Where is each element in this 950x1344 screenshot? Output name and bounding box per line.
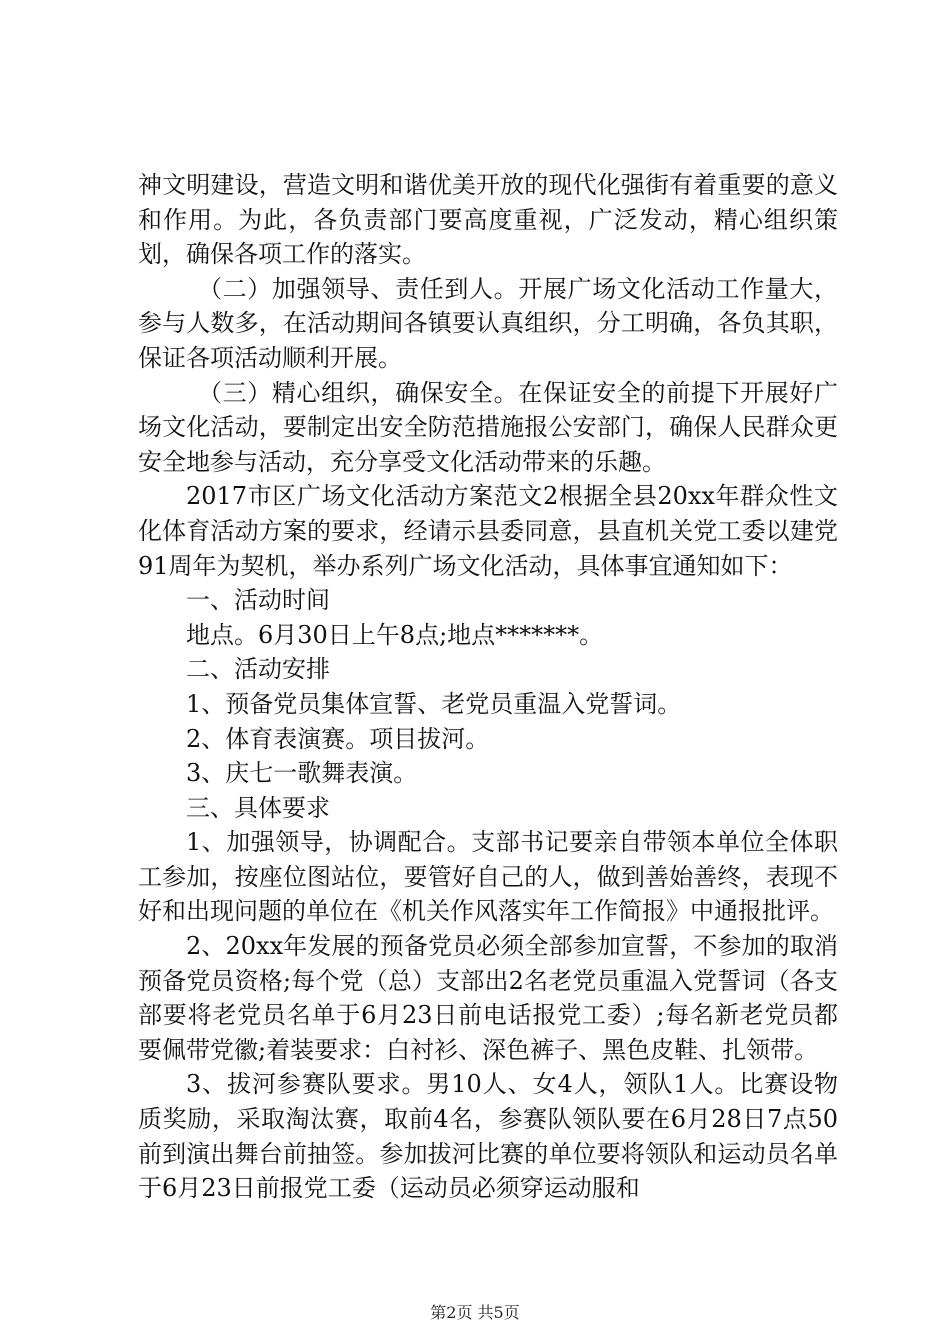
list-item: 1、预备党员集体宣誓、老党员重温入党誓词。 <box>186 689 682 718</box>
heading-activity-arrangement: 二、活动安排 <box>186 655 330 684</box>
paragraph-requirement-three: 3、拔河参赛队要求。男10人、女4人，领队1人。比赛设物质奖励，采取淘汰赛，取前4名，参赛队领队要在6月28日7点50前到演出舞台前抽签。参加拔河比赛的单位要将领队和运动员名单于6月23日前报党工委（运动员必须穿运动服和 <box>138 1070 838 1203</box>
line-location: 地点。6月30日上午8点;地点*******。 <box>186 620 604 649</box>
heading-specific-requirements: 三、具体要求 <box>186 793 330 822</box>
paragraph-continuation: 神文明建设，营造文明和谐优美开放的现代化强街有着重要的意义和作用。为此，各负责部门要高度重视，广泛发动，精心组织策划，确保各项工作的落实。 <box>138 171 838 269</box>
paragraph-requirement-one: 1、加强领导，协调配合。支部书记要亲自带领本单位全体职工参加，按座位图站位，要管好自己的人，做到善始善终，表现不好和出现问题的单位在《机关作风落实年工作简报》中通报批评。 <box>138 828 838 926</box>
list-item: 2、体育表演赛。项目拔河。 <box>186 724 490 753</box>
paragraph-requirement-two: 2、20xx年发展的预备党员必须全部参加宣誓，不参加的取消预备党员资格;每个党（总）支部出2名老党员重温入党誓词（各支部要将老党员名单于6月23日前电话报党工委）;每名新老党员都要佩带党徽;着装要求：白衬衫、深色裤子、黑色皮鞋、扎领带。 <box>138 932 838 1064</box>
page-number-footer: 第2页 共5页 <box>430 1303 520 1322</box>
paragraph-intro: 2017市区广场文化活动方案范文2根据全县20xx年群众性文化体育活动方案的要求，经请示县委同意，县直机关党工委以建党91周年为契机，举办系列广场文化活动，具体事宜通知如下： <box>138 482 838 580</box>
paragraph-section-two: （二）加强领导、责任到人。开展广场文化活动工作量大，参与人数多，在活动期间各镇要认真组织，分工明确，各负其职，保证各项活动顺利开展。 <box>138 274 838 372</box>
document-body <box>138 168 838 1206</box>
paragraph-section-three: （三）精心组织，确保安全。在保证安全的前提下开展好广场文化活动，要制定出安全防范措施报公安部门，确保人民群众更安全地参与活动，充分享受文化活动带来的乐趣。 <box>138 378 838 476</box>
heading-activity-time: 一、活动时间 <box>186 586 330 615</box>
list-item: 3、庆七一歌舞表演。 <box>186 759 418 788</box>
